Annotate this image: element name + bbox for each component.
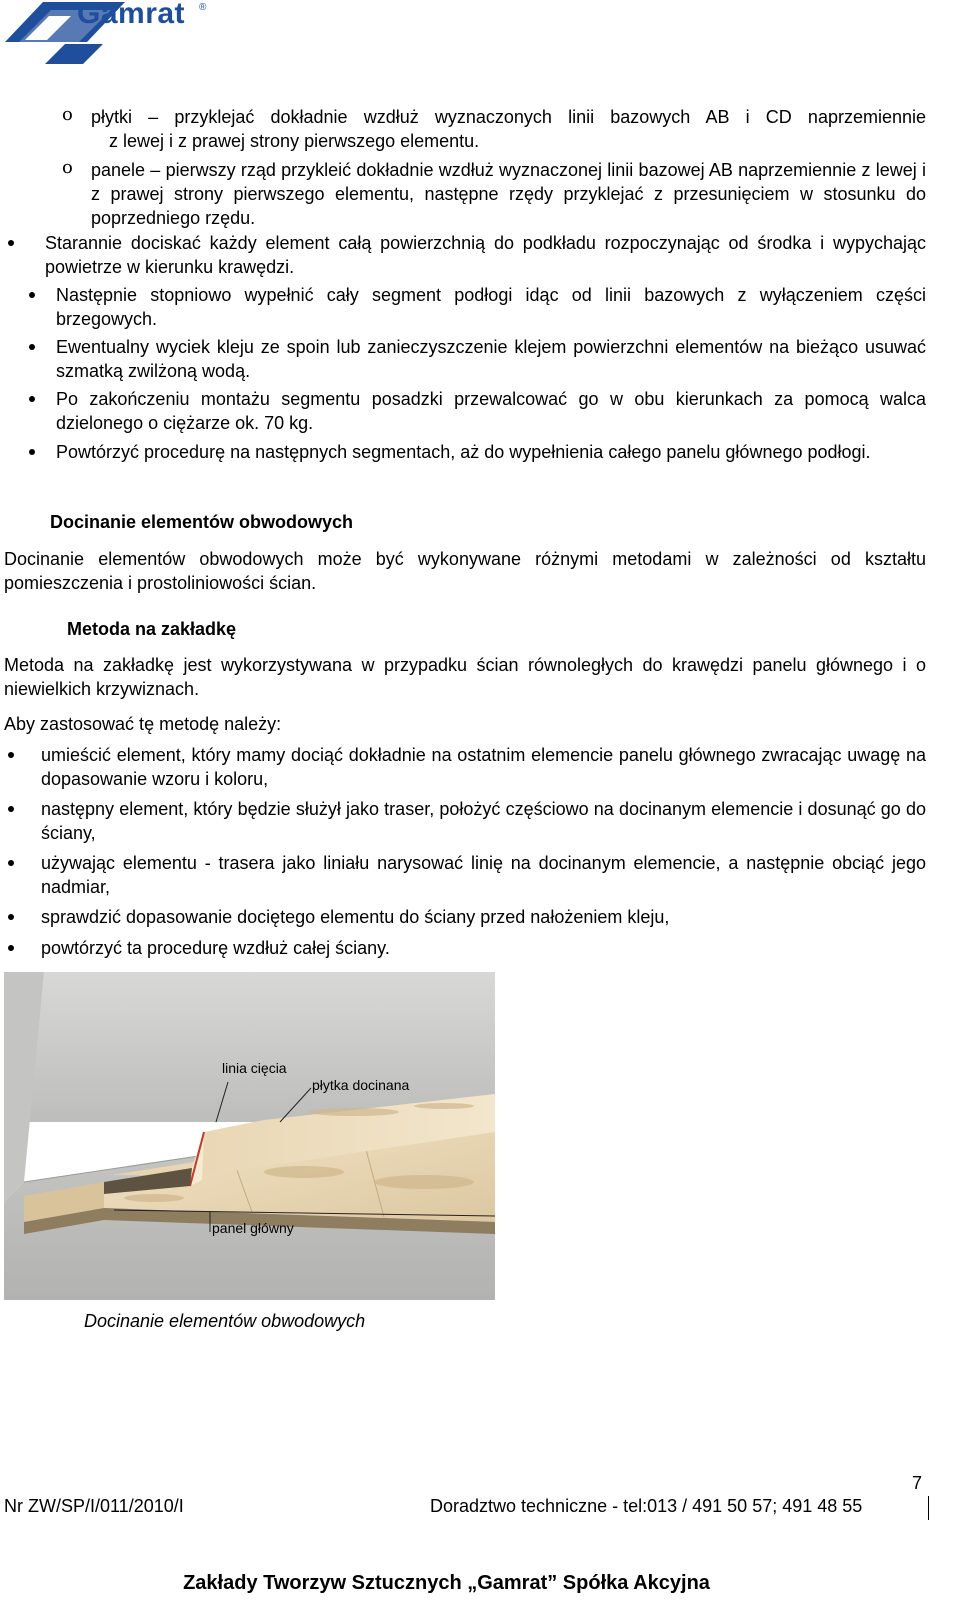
bullet-icon	[8, 945, 14, 951]
footer-divider	[928, 1496, 929, 1520]
label-cut-line: linia cięcia	[222, 1060, 287, 1076]
step-roll: Po zakończeniu montażu segmentu posadzki przewalcować go w obu kierunkach za pomocą walca dzielonego o ciężarze ok. 70 kg.	[56, 389, 926, 433]
method-item-repeat: powtórzyć ta procedurę wzdłuż całej ściany.	[41, 938, 390, 958]
method-item-place: umieścić element, który mamy dociąć dokładnie na ostatnim elemencie panelu głównego zwracając uwagę na dopasowanie wzoru i koloru,	[41, 745, 926, 789]
method-lead: Aby zastosować tę metodę należy:	[4, 714, 282, 734]
method-intro: Metoda na zakładkę jest wykorzystywana w przypadku ścian równoległych do krawędzi panelu głównego i o niewielkich krzywiznach.	[4, 655, 926, 699]
bullet-icon	[8, 240, 14, 246]
sub-bullet-icon: o	[62, 157, 73, 178]
contact-phone: Doradztwo techniczne - tel:013 / 491 50 57; 491 48 55	[430, 1496, 863, 1516]
bullet-icon	[29, 344, 35, 350]
sub-item-panels: panele – pierwszy rząd przykleić dokładnie wzdłuż wyznaczonej linii bazowej AB naprzemiennie z lewej i z prawej strony pierwszego elementu, następne rzędy przyklejać z przesunięciem w stosunku do poprzedniego rzędu.	[91, 160, 926, 228]
figure-caption: Docinanie elementów obwodowych	[84, 1311, 366, 1331]
logo-text: Gamrat	[77, 0, 186, 30]
logo-registered-mark: ®	[199, 2, 207, 13]
step-clean: Ewentualny wyciek kleju ze spoin lub zanieczyszczenie klejem powierzchni elementów na bieżąco usuwać szmatką zwilżoną wodą.	[56, 337, 926, 381]
section-intro: Docinanie elementów obwodowych może być wykonywane różnymi metodami w zależności od kształtu pomieszczenia i prostoliniowości ścian.	[4, 549, 926, 593]
step-repeat: Powtórzyć procedurę na następnych segmentach, aż do wypełnienia całego panelu głównego podłogi.	[56, 442, 871, 462]
bullet-icon	[29, 449, 35, 455]
bullet-icon	[29, 396, 35, 402]
bullet-icon	[8, 914, 14, 920]
label-main-panel: panel główny	[212, 1220, 294, 1236]
bullet-icon	[29, 292, 35, 298]
step-fill: Następnie stopniowo wypełnić cały segment podłogi idąc od linii bazowych z wyłączeniem części brzegowych.	[56, 285, 926, 329]
step-press: Starannie dociskać każdy element całą powierzchnią do podkładu rozpoczynając od środka i wypychając powietrze w kierunku krawędzi.	[45, 233, 926, 277]
label-cut-tile: płytka docinana	[312, 1077, 410, 1093]
sub-item-tiles-line2: z lewej i z prawej strony pierwszego elementu.	[109, 131, 480, 151]
method-item-tracer: następny element, który będzie służył jako traser, położyć częściowo na docinanym elemencie i dosunąć go do ściany,	[41, 799, 926, 843]
sub-item-tiles-line1: płytki – przyklejać dokładnie wzdłuż wyznaczonych linii bazowych AB i CD naprzemiennie	[91, 107, 926, 127]
company-name: Zakłady Tworzyw Sztucznych „Gamrat” Spółka Akcyjna	[183, 1572, 710, 1594]
page-number: 7	[912, 1473, 923, 1493]
bullet-icon	[8, 752, 14, 758]
method-item-check: sprawdzić dopasowanie dociętego elementu do ściany przed nałożeniem kleju,	[41, 907, 670, 927]
section-title: Docinanie elementów obwodowych	[50, 512, 354, 532]
method-title: Metoda na zakładkę	[67, 619, 237, 639]
figure-illustration	[4, 972, 495, 1300]
bullet-icon	[8, 860, 14, 866]
sub-bullet-icon: o	[62, 104, 73, 125]
bullet-icon	[8, 806, 14, 812]
company-logo	[5, 0, 210, 64]
method-item-cut: używając elementu - trasera jako liniału narysować linię na docinanym elemencie, a następnie obciąć jego nadmiar,	[41, 853, 926, 897]
doc-number: Nr ZW/SP/I/011/2010/I	[4, 1496, 184, 1516]
